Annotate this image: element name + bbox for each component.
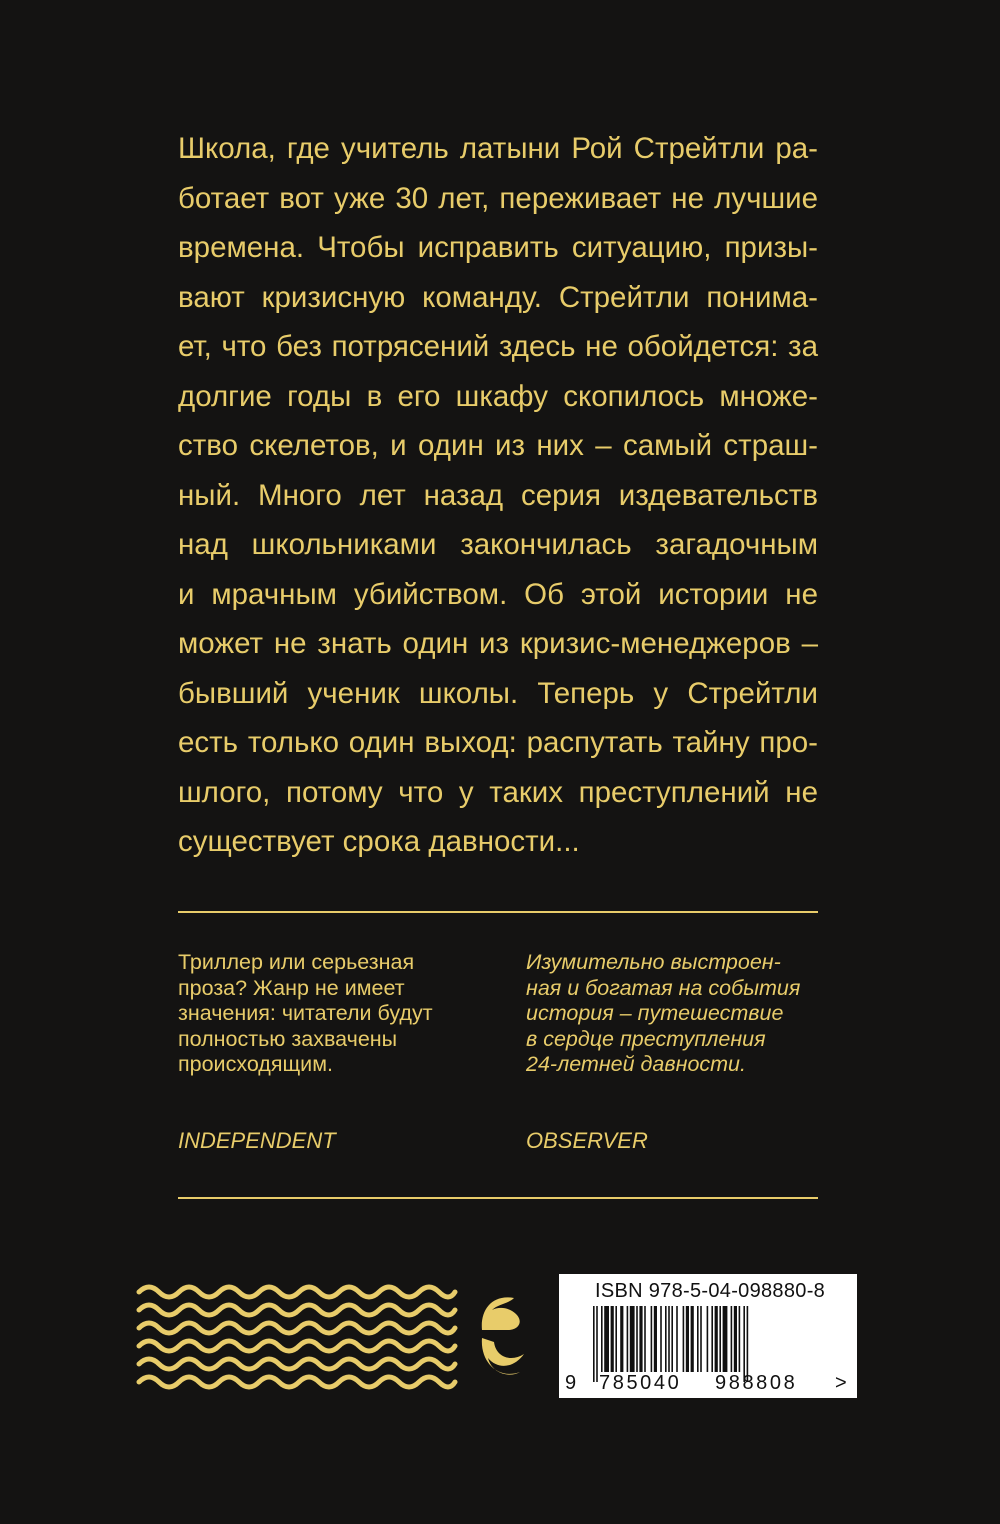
quote-line: история – путешествие	[526, 1001, 784, 1025]
barcode-left-digits: 785040	[599, 1372, 682, 1394]
barcode-bar	[601, 1306, 603, 1372]
isbn-label: ISBN 978-5-04-098880-8	[595, 1280, 826, 1302]
barcode-digits	[565, 1372, 855, 1396]
quote-line: происходящим.	[178, 1052, 333, 1076]
annotation-line: и мрачным убийством. Об этой истории не	[178, 577, 818, 611]
barcode-bar	[700, 1306, 702, 1372]
annotation-line: Школа, где учитель латыни Рой Стрейтли ра-	[178, 132, 818, 165]
barcode-bar	[596, 1306, 598, 1382]
quote-line: 24-летней давности.	[526, 1052, 746, 1076]
barcode-bar	[611, 1306, 614, 1372]
annotation-line: ный. Много лет назад серия издевательств	[178, 478, 818, 512]
quote-line: полностью захвачены	[178, 1026, 398, 1051]
barcode-bar	[743, 1306, 745, 1382]
quote-line: значения: читатели будут	[178, 1001, 433, 1025]
barcode-bar	[660, 1306, 662, 1372]
barcode-bar	[639, 1306, 642, 1372]
quote-line: в сердце преступления	[526, 1026, 766, 1051]
barcode-bar	[627, 1306, 629, 1372]
barcode-bar	[734, 1306, 737, 1372]
barcode-bar	[604, 1306, 609, 1372]
barcode-bar	[630, 1306, 635, 1372]
divider-top	[178, 911, 818, 913]
waves-icon	[136, 1280, 458, 1392]
barcode-bar	[697, 1306, 699, 1372]
barcode-bar	[636, 1306, 638, 1372]
annotation-line: может не знать один из кризис-менеджеров –	[178, 627, 818, 660]
barcode-bar	[739, 1306, 741, 1372]
barcode-bar	[676, 1306, 678, 1372]
barcode-bar	[620, 1306, 623, 1372]
barcode-bar	[719, 1306, 721, 1372]
quote-source-independent: INDEPENDENT	[178, 1128, 336, 1153]
barcode-end-mark: >	[835, 1372, 847, 1394]
barcode-bar	[651, 1306, 653, 1372]
annotation-line: бывший ученик школы. Теперь у Стрейтли	[178, 676, 818, 710]
quote-source-observer: OBSERVER	[526, 1128, 648, 1153]
barcode-bar	[654, 1306, 657, 1372]
barcode-bar	[668, 1306, 670, 1372]
divider-bottom	[178, 1197, 818, 1199]
annotation-line: времена. Чтобы исправить ситуацию, призы-	[178, 231, 818, 264]
barcode-bar	[707, 1306, 709, 1372]
barcode-bar	[665, 1306, 667, 1372]
barcode-bar	[723, 1306, 728, 1372]
barcode-bar	[644, 1306, 646, 1372]
barcode-lead-digit: 9	[565, 1372, 577, 1394]
quote-line: Изумительно выстроен-	[526, 950, 781, 974]
barcode-bar	[691, 1306, 694, 1372]
annotation-line: долгие годы в его шкафу скопилось множе-	[178, 379, 818, 413]
barcode-bar	[683, 1306, 685, 1372]
annotation-line: вают кризисную команду. Стрейтли понима-	[178, 280, 818, 314]
barcode-bar	[747, 1306, 749, 1382]
barcode-bar	[593, 1306, 595, 1382]
barcode-bar	[686, 1306, 689, 1372]
barcode-bar	[711, 1306, 713, 1372]
annotation-line: ет, что без потрясений здесь не обойдется: за	[178, 330, 818, 363]
quote-line: ная и богатая на события	[526, 975, 801, 1000]
annotation-line: над школьниками закончилась загадочным	[178, 528, 818, 561]
annotation-text	[178, 124, 818, 867]
barcode-bar	[671, 1306, 673, 1372]
barcode-right-digits: 988808	[715, 1372, 798, 1394]
annotation-line: шлого, потому что у таких преступлений не	[178, 775, 818, 809]
quote-line: Триллер или серьезная	[178, 950, 415, 974]
barcode-bars	[593, 1306, 833, 1382]
barcode-bar	[731, 1306, 733, 1372]
barcode-bar	[715, 1306, 718, 1372]
annotation-line: ство скелетов, и один из них – самый страш-	[178, 429, 818, 462]
publisher-logo-icon	[478, 1288, 528, 1384]
review-quote-observer	[526, 950, 826, 1078]
barcode-bar	[615, 1306, 617, 1372]
annotation-line: существует срока давности...	[178, 825, 580, 858]
annotation-line: ботает вот уже 30 лет, переживает не лучшие	[178, 181, 818, 215]
annotation-line: есть только один выход: распутать тайну про-	[178, 726, 818, 759]
barcode	[559, 1274, 857, 1398]
quote-line: проза? Жанр не имеет	[178, 975, 405, 1000]
review-quote-independent	[178, 950, 478, 1078]
